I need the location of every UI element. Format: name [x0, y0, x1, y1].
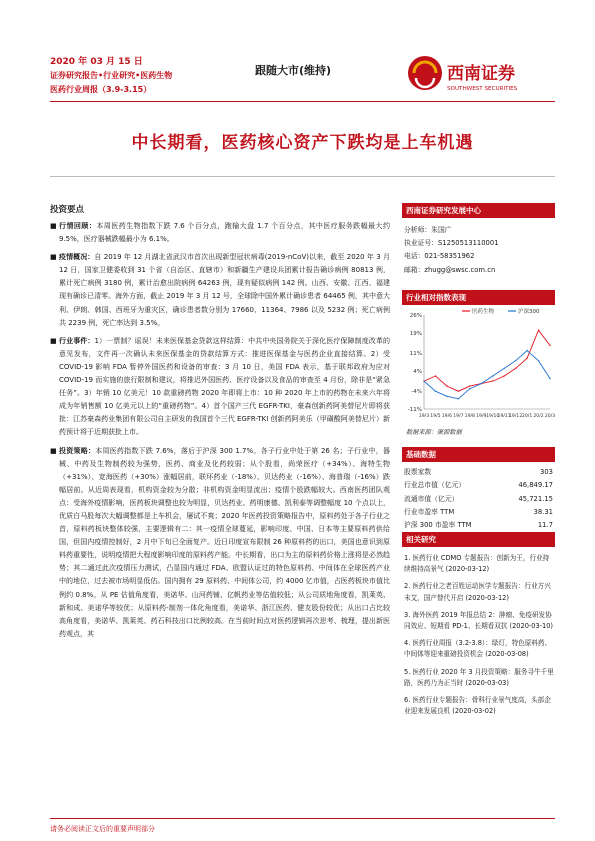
analyst-license: 执业证号：S1250513110001 [404, 239, 499, 248]
series-line-0 [424, 330, 550, 391]
brand-logo [405, 52, 555, 94]
disclaimer-footer: 请务必阅读正文后的重要声明部分 [50, 825, 155, 833]
series-point [458, 398, 459, 399]
row-value: 11.7 [537, 521, 553, 530]
paragraph-events [50, 335, 390, 440]
report-type: 证券研究报告•行业研究•医药生物 [50, 71, 173, 80]
series-point [423, 380, 424, 381]
table-row [402, 506, 555, 519]
x-tick-label: 20/3 [544, 414, 555, 419]
footer-rule [50, 818, 555, 819]
series-point [492, 380, 493, 381]
series-point [538, 330, 539, 331]
analyst-name: 分析师：朱国广 [404, 226, 452, 234]
legend-label: 沪深300 [518, 309, 540, 315]
main-text [50, 220, 390, 646]
x-tick-label: 19/8 [464, 414, 475, 419]
legend-label: 医药生物 [472, 309, 495, 315]
related-link[interactable]: 2. 医药行业之老百姓运动医学专题报告：行业方兴未艾，国产替代开启 (2020-03-12) [404, 582, 551, 602]
y-tick-label: 26% [409, 313, 422, 319]
series-point [492, 375, 493, 376]
bullet-icon: ■ [50, 336, 57, 345]
x-tick-label: 20/1 [521, 414, 533, 419]
bullet-icon: ■ [50, 446, 57, 455]
series-point [526, 357, 527, 358]
index-chart [402, 305, 555, 425]
series-point [503, 368, 504, 369]
analyst-box [402, 203, 555, 277]
invest-points-heading: 投资要点 [50, 205, 85, 215]
index-chart-box [402, 290, 555, 436]
row-label: 流通市值（亿元） [404, 494, 459, 503]
related-link[interactable]: 4. 医药行业周报（3.2-3.8）：绿灯，特色原料药、中间体等迎来重磅投资机会 (2020-03-08) [404, 639, 552, 659]
series-point [549, 378, 550, 379]
related-link[interactable]: 5. 医药行业 2020 年 3 月投资策略：服务寻牛千里路，医药乃为正当时 (2020-03-03) [404, 667, 554, 687]
title-rule [50, 176, 555, 177]
base-data-box [402, 447, 555, 532]
paragraph-strategy [50, 445, 390, 641]
related-link[interactable]: 3. 海外医药 2019 年报总结 2：肿瘤、免疫研发协同效应、短期看 PD-1、长期看双抗 (2020-03-10) [404, 610, 554, 631]
brand-cn: 西南证券 [447, 64, 515, 84]
paragraph-epidemic [50, 251, 390, 330]
series-point [469, 385, 470, 386]
logo-icon [405, 52, 555, 94]
series-point [446, 385, 447, 386]
para-lead: 行情回顾： [59, 222, 97, 230]
index-chart-heading: 行业相对指数表现 [402, 290, 555, 305]
para-text: 1）一票制？谣误！未来医保基金贷款这样结算：中共中央国务院关于深化医疗保障制度改革的意见发布，文件再一次确认未来医保基金的贷款结算方式：推进医保基金与医药企业直接结算。2）受 COVID-19 影响 FDA 暂停外国医药和设备的审查：3 月 10 日，美国 FDA 表示，基于联邦政府为应对 COVID-19 而实施的旅行限制和建议，将推迟外国医药、医疗设备以及食品的审查至 4 月份，除非是“紧急任务”。3）年销 10 亿美元！10 款重磅药物 2020 年即将上市：10 种 2020 年上市的药物在未来六年将成为年销售额 10 亿美元以上的“重磅药物”。4）首个国产三代 EGFR-TKI，豪森创新药阿美替尼片即将获批：江苏豪森药业集团有限公司自主研发的我国首个三代 EGFR-TKI 创新药阿美乐（甲磺酸阿美替尼片）新药预计将于近期获批上市。 [59, 336, 391, 437]
x-tick-label: 19/6 [441, 414, 453, 419]
base-data-table [402, 466, 555, 532]
series-point [435, 391, 436, 392]
bullet-icon: ■ [50, 222, 57, 230]
x-tick-label: 19/10 [486, 414, 500, 419]
related-research-box [402, 532, 555, 723]
y-tick-label: 19% [409, 330, 422, 337]
related-link[interactable]: 6. 医药行业专题报告：骨科行业景气度高，头部企业迎来发展良机 (2020-03-02) [404, 696, 551, 716]
para-lead: 行业事件： [59, 336, 95, 345]
series-point [538, 360, 539, 361]
x-tick-label: 20/2 [533, 414, 544, 419]
page-title: 中长期看，医药核心资产下跌均是上车机遇 [131, 133, 474, 153]
row-label: 沪深 300 市盈率 TTM [404, 521, 472, 530]
header-block [50, 55, 172, 97]
para-text: 本周医药指数下跌 7.6%，落后于沪深 300 1.7%。各子行业中处于第 26 名；子行业中，器械、中药及生物制药较为强势，医药、商业及化药较弱；从个股看，尚荣医疗（+34%）、海特生物（+31%）、宽海医药（+30%）涨幅居前，联环药业（-18%）、贝达药业（-16%）、海普瑞（-16%）跌幅居前。从近周表现看，机构资金较为分散；非机构资金明显流出；疫情个股跌幅较大。西南医药团队观点：受海外疫情影响，医药板块调整也较为明显，贝达药业、药明康德、凯利泰等调整幅度 10 个点以上，优质白马股每次大幅调整都是上车机会，屡试不爽；2020 年医药投资策略报告中，原料药处于各子行业之首，原料药板块整体较强，主要逻辑有二：其一疫情全球蔓延，影响印度、中国、日本等主要原料药供给国，但国内疫情控制好，2 月中下旬已全面复产。近日印度宣布限制 26 种原料药的出口，美国也意识到原料药重要性，说明疫情把大程度影响印度的原料药产能。中长期看，出口为主的原料药价格上涨将是必然趋势；其二通过此次疫情压力测试，凸显国内通过 FDA、欧盟认证过的特色原料药、中间体在全球医药产业中的地位，过去被市场明显低估。国内拥有 29 原料药、中间体公司，约 4000 亿市值，占医药板块市值比例约 0.8%。从 PE 估值角度看，美诺华、山河药铺、亿帆药业等估值较低；从公司质地角度看，凯莱英、新和成、美诺华等较优；从原料药-制剂一体化角度看，美诺华、浙江医药、健友股份较优；从出口占比较高角度看，美诺华、凯莱英、药石科技出口比例较高。在当前时间点对医药逻辑再次思考、梳理，提出新医药观点，其 [59, 446, 391, 638]
table-row [402, 519, 555, 532]
para-text: 本周医药生物指数下跌 7.6 个百分点，跑输大盘 1.7 个百分点，其中医疗服务跌幅最大约 9.5%，医疗器械跌幅最小为 6.1%。 [59, 222, 390, 244]
series-line-1 [424, 351, 550, 399]
x-tick-label: 19/11 [497, 414, 511, 419]
related-link[interactable]: 1. 医药行业 CDMO 专题报告：创新为王，行业持续维持高景气 (2020-03-12) [404, 554, 550, 574]
base-data-heading: 基础数据 [402, 447, 555, 462]
brand-en: SOUTHWEST SECURITIES [447, 86, 518, 92]
series-point [515, 368, 516, 369]
y-tick-label: 11% [409, 351, 422, 358]
row-label: 股票家数 [404, 468, 432, 476]
x-tick-label: 19/3 [418, 414, 430, 419]
row-label: 行业总市值（亿元） [404, 481, 466, 490]
report-name: 医药行业周报（3.9-3.15） [50, 85, 152, 94]
para-lead: 投资策略： [59, 446, 96, 455]
series-point [435, 375, 436, 376]
y-tick-label: -11% [407, 407, 422, 413]
row-value: 303 [540, 468, 553, 476]
report-date: 2020 年 03 月 15 日 [50, 57, 143, 67]
para-text: 自 2019 年 12 月湖北省武汉市首次出现新型冠状病毒(2019-nCoV)以来，截至 2020 年 3 月 12 日，国家卫健委收到 31 个省（自治区、直辖市）和新疆生产建设兵团累计报告确诊病例 80813 例，累计死亡病例 3180 例，累计治愈出院病例 64263 例，现有疑似病例 142 例。山西、安徽、江西、福建现有确诊已清零。海外方面，截止 2019 年 3 月 12 号，全球除中国外累计确诊患者 64465 例，其中意大利、伊朗、韩国、西班牙为重灾区，确诊患者数分别为 17660、11364、7986 以及 5232 例；死亡病例共 2239 例，死亡率达到 3.5%。 [59, 253, 390, 327]
series-point [515, 360, 516, 361]
paragraph-review [50, 220, 390, 246]
x-tick-label: 19/9 [476, 414, 487, 419]
analyst-email: 邮箱：zhugg@swsc.com.cn [404, 265, 496, 274]
x-tick-label: 19/12 [509, 414, 523, 419]
related-heading: 相关研究 [402, 532, 555, 547]
row-label: 行业市盈率 TTM [404, 507, 455, 516]
table-row [402, 493, 555, 506]
table-row [402, 466, 555, 479]
analyst-heading: 西南证券研究发展中心 [402, 203, 555, 218]
para-lead: 疫情概况： [59, 253, 95, 262]
related-list [402, 553, 555, 717]
row-value: 45,721.15 [518, 494, 553, 503]
header-rule [50, 101, 555, 102]
x-tick-label: 19/5 [430, 414, 441, 419]
table-row [402, 479, 555, 492]
row-value: 46,849.17 [518, 481, 553, 490]
row-value: 38.31 [533, 507, 553, 516]
y-tick-label: -4% [411, 389, 422, 396]
x-tick-label: 19/7 [453, 414, 464, 419]
series-point [549, 345, 550, 346]
series-point [469, 388, 470, 389]
y-tick-label: 4% [413, 368, 422, 375]
rating-label: 跟随大市(维持) [255, 64, 332, 77]
bullet-icon: ■ [50, 253, 57, 262]
series-point [526, 350, 527, 351]
series-point [446, 396, 447, 397]
analyst-phone: 电话：021-58351962 [404, 252, 475, 261]
series-point [481, 383, 482, 384]
series-point [503, 375, 504, 376]
series-point [458, 391, 459, 392]
chart-source: 数据来源：聚源数据 [406, 429, 462, 436]
